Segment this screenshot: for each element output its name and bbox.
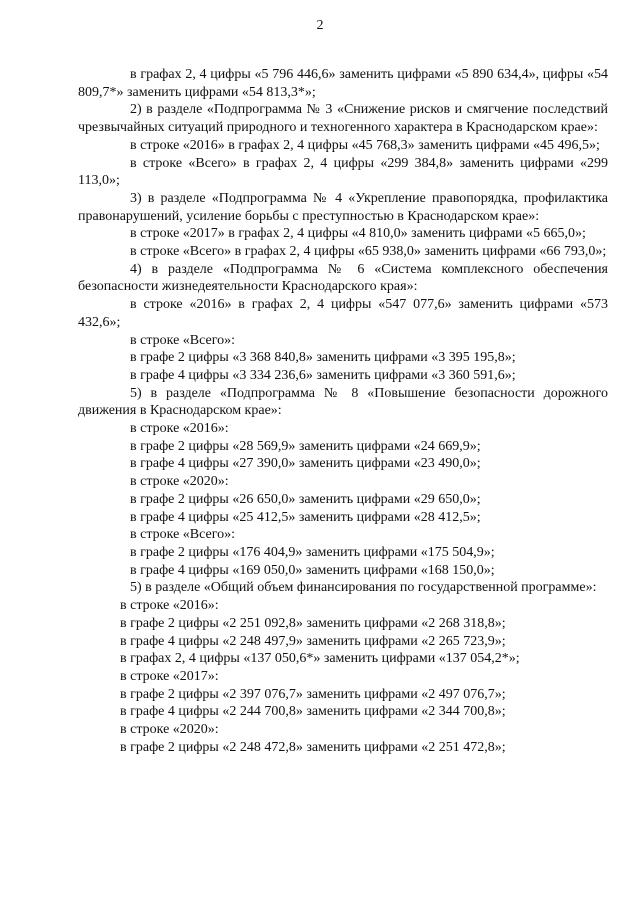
paragraph: 5) в разделе «Подпрограмма № 8 «Повышение безопасности дорожного движения в Краснодарском крае»: <box>78 385 608 419</box>
paragraph: в графе 2 цифры «176 404,9» заменить цифрами «175 504,9»; <box>130 544 495 560</box>
paragraph: в графе 2 цифры «28 569,9» заменить цифрами «24 669,9»; <box>130 438 481 454</box>
paragraph: в графе 2 цифры «2 248 472,8» заменить цифрами «2 251 472,8»; <box>120 739 506 755</box>
paragraph: в строке «2020»: <box>120 722 219 738</box>
paragraph: в графе 4 цифры «3 334 236,6» заменить цифрами «3 360 591,6»; <box>130 367 516 383</box>
paragraph: 5) в разделе «Общий объем финансирования по государственной программе»: <box>130 580 597 596</box>
paragraph: в графах 2, 4 цифры «137 050,6*» заменить цифрами «137 054,2*»; <box>120 651 520 667</box>
paragraph: в строке «Всего» в графах 2, 4 цифры «299 384,8» заменить цифрами «299 113,0»; <box>78 155 608 189</box>
paragraph: в графе 2 цифры «2 251 092,8» заменить цифрами «2 268 318,8»; <box>120 615 506 631</box>
paragraph: в строке «Всего»: <box>130 527 235 543</box>
paragraph: в строке «2017» в графах 2, 4 цифры «4 810,0» заменить цифрами «5 665,0»; <box>130 226 586 242</box>
paragraph: в строке «2016»: <box>130 421 229 437</box>
paragraph: в строке «2016» в графах 2, 4 цифры «45 768,3» заменить цифрами «45 496,5»; <box>130 137 600 153</box>
paragraph: 4) в разделе «Подпрограмма № 6 «Система комплексного обеспечения безопасности жизнедеятельности Краснодарского края»: <box>78 261 608 295</box>
paragraph: в графе 2 цифры «3 368 840,8» заменить цифрами «3 395 195,8»; <box>130 350 516 366</box>
paragraph: в строке «Всего»: <box>130 332 235 348</box>
paragraph: в графе 4 цифры «27 390,0» заменить цифрами «23 490,0»; <box>130 456 481 472</box>
paragraph: в графе 4 цифры «25 412,5» заменить цифрами «28 412,5»; <box>130 509 481 525</box>
document-body <box>78 66 608 756</box>
paragraph: в строке «2020»: <box>130 474 229 490</box>
paragraph: в графе 2 цифры «2 397 076,7» заменить цифрами «2 497 076,7»; <box>120 686 506 702</box>
paragraph: 3) в разделе «Подпрограмма № 4 «Укрепление правопорядка, профилактика правонарушений, усиление борьбы с преступностью в Краснодарском крае»: <box>78 190 608 224</box>
paragraph: в строке «Всего» в графах 2, 4 цифры «65 938,0» заменить цифрами «66 793,0»; <box>130 244 607 260</box>
paragraph: в графе 4 цифры «2 248 497,9» заменить цифрами «2 265 723,9»; <box>120 633 506 649</box>
paragraph: в графах 2, 4 цифры «5 796 446,6» заменить цифрами «5 890 634,4», цифры «54 809,7*» заменить цифрами «54 813,3*»; <box>78 67 608 100</box>
paragraph: в строке «2016»: <box>120 598 219 614</box>
paragraph: 2) в разделе «Подпрограмма № 3 «Снижение рисков и смягчение последствий чрезвычайных ситуаций природного и техногенного характера в Краснодарском крае»: <box>78 102 608 136</box>
page-number: 2 <box>316 18 324 33</box>
paragraph: в графе 2 цифры «26 650,0» заменить цифрами «29 650,0»; <box>130 491 481 507</box>
paragraph: в графе 4 цифры «169 050,0» заменить цифрами «168 150,0»; <box>130 562 495 578</box>
paragraph: в строке «2016» в графах 2, 4 цифры «547 077,6» заменить цифрами «573 432,6»; <box>78 297 608 330</box>
paragraph: в строке «2017»: <box>120 668 219 684</box>
paragraph: в графе 4 цифры «2 244 700,8» заменить цифрами «2 344 700,8»; <box>120 704 506 720</box>
